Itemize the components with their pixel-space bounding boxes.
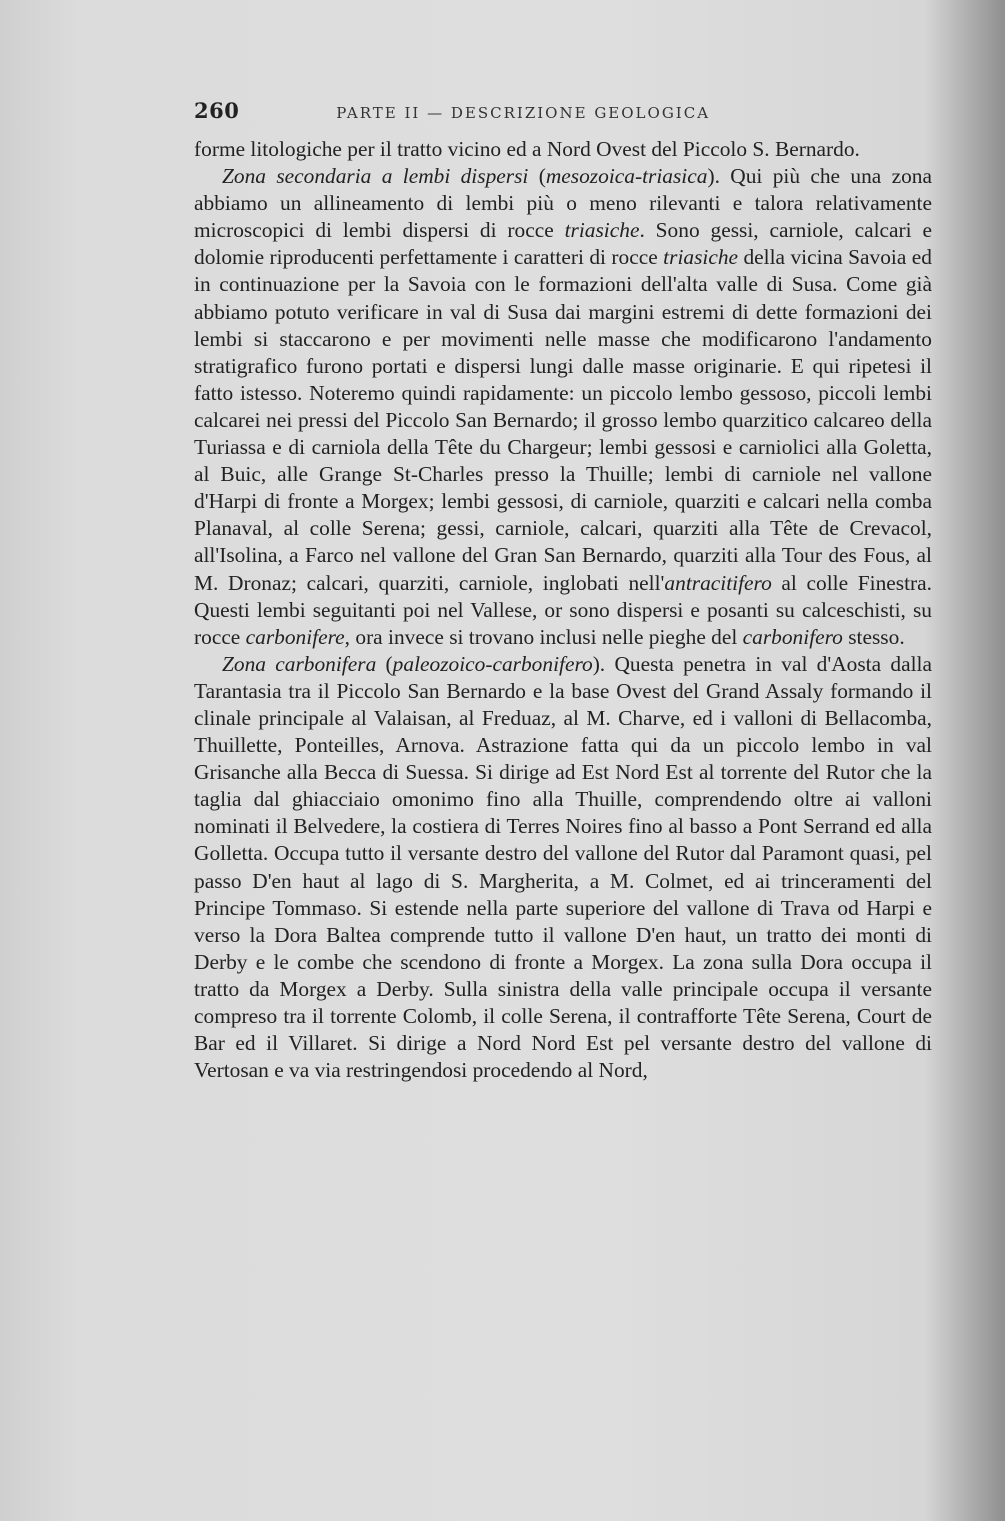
paragraph — [194, 136, 932, 163]
italic-text-run: carbonifere — [245, 624, 345, 649]
text-run: stesso. — [842, 624, 905, 649]
italic-text-run: Zona carbonifera — [222, 651, 377, 676]
text-run: della vicina Savoia ed in continuazione per la Savoia con le formazioni dell'alta valle di Susa. Come già abbiamo potuto verificare in val di Susa dai margini estremi di dette formazioni dei lembi si staccarono e per movimenti nelle masse che modificarono l'andamento stratigrafico furono portati e dispersi lungi dalle masse originarie. E qui ripetesi il fatto istesso. Noteremo quindi rapidamente: un piccolo lembo gessoso, piccoli lembi calcarei nei pressi del Piccolo San Bernardo; il grosso lembo quarzitico calcareo della Turiassa e di carniola della Tête du Chargeur; lembi gessosi e carniolici alla Goletta, al Buic, alle Grange St-Charles presso la Thuille; lembi di carniole nel vallone d'Harpi di fronte a Morgex; lembi gessosi, di carniole, quarziti e calcari nella comba Planaval, al colle Serena; gessi, carniole, calcari, quarziti alla Tête de Crevacol, all'Isolina, a Farco nel vallone del Gran San Bernardo, quarziti alla Tour des Fous, al M. Dronaz; calcari, quarziti, carniole, inglobati nell' — [194, 245, 932, 595]
text-run: forme litologiche per il tratto vicino ed a Nord Ovest del Piccolo S. Bernardo. — [194, 137, 860, 161]
italic-text-run: mesozoica-triasica — [545, 164, 708, 189]
text-run: ). Questa penetra in val d'Aosta dalla Tarantasia tra il Piccolo San Bernardo e la base Ovest del Grand Assaly formando il clinale principale al Valaisan, al Freduaz, al M. Charve, ed i valloni di Bellacomba, Thuillette, Ponteilles, Arnova. Astrazione fatta qui da un piccolo lembo in val Grisanche alla Becca di Suessa. Si dirige ad Est Nord Est al torrente del Rutor che la taglia dal ghiacciaio omonimo fino alla Thuille, comprendendo oltre ai valloni nominati il Belvedere, la costiera di Terres Noires fino al basso a Pont Serrand ed alla Golletta. Occupa tutto il versante destro del vallone del Rutor dal Paramont quasi, pel passo D'en haut al lago di S. Margherita, a M. Colmet, ed ai trinceramenti del Principe Tommaso. Si estende nella parte superiore del vallone di Trava od Harpi e verso la Dora Baltea comprende tutto il vallone D'en haut, un tratto dei monti di Derby e le combe che scendono di fronte a Morgex. La zona sulla Dora occupa il tratto da Morgex a Derby. Sulla sinistra della valle principale occupa il versante compreso tra il torrente Colomb, il colle Serena, il contrafforte Tête Serena, Court de Bar ed il Villaret. Si dirige a Nord Nord Est pel versante destro del vallone di Vertosan e va via restringendosi procedendo al Nord, — [194, 651, 932, 1083]
italic-text-run: triasiche — [663, 245, 739, 270]
running-header — [194, 98, 934, 123]
italic-text-run: Zona secondaria a lembi dispersi — [222, 164, 529, 189]
italic-text-run: triasiche — [564, 218, 640, 243]
text-run: . Sono gessi, carniole, calcari e dolomie riproducenti perfettamente i caratteri di rocce — [194, 218, 932, 270]
italic-text-run: paleozoico-carbonifero — [392, 651, 593, 676]
text-run: ( — [528, 164, 546, 189]
text-run: al colle Finestra. Questi lembi seguitanti poi nel Vallese, or sono dispersi e posanti su calceschisti, su rocce — [194, 570, 932, 649]
text-run: , ora invece si trovano inclusi nelle pieghe del — [344, 624, 743, 649]
page-number: 260 — [194, 98, 240, 123]
text-run: ). Qui più che una zona abbiamo un allineamento di lembi più o meno rilevanti e talora relativamente microscopici di lembi dispersi di rocce — [194, 164, 932, 243]
italic-text-run: carbonifero — [742, 624, 843, 649]
italic-text-run: antracitifero — [664, 570, 772, 595]
paragraph — [194, 651, 932, 1085]
paragraph — [194, 163, 932, 651]
running-title: PARTE II — DESCRIZIONE GEOLOGICA — [336, 104, 711, 122]
body-text — [194, 136, 932, 1084]
text-run: ( — [376, 651, 393, 676]
